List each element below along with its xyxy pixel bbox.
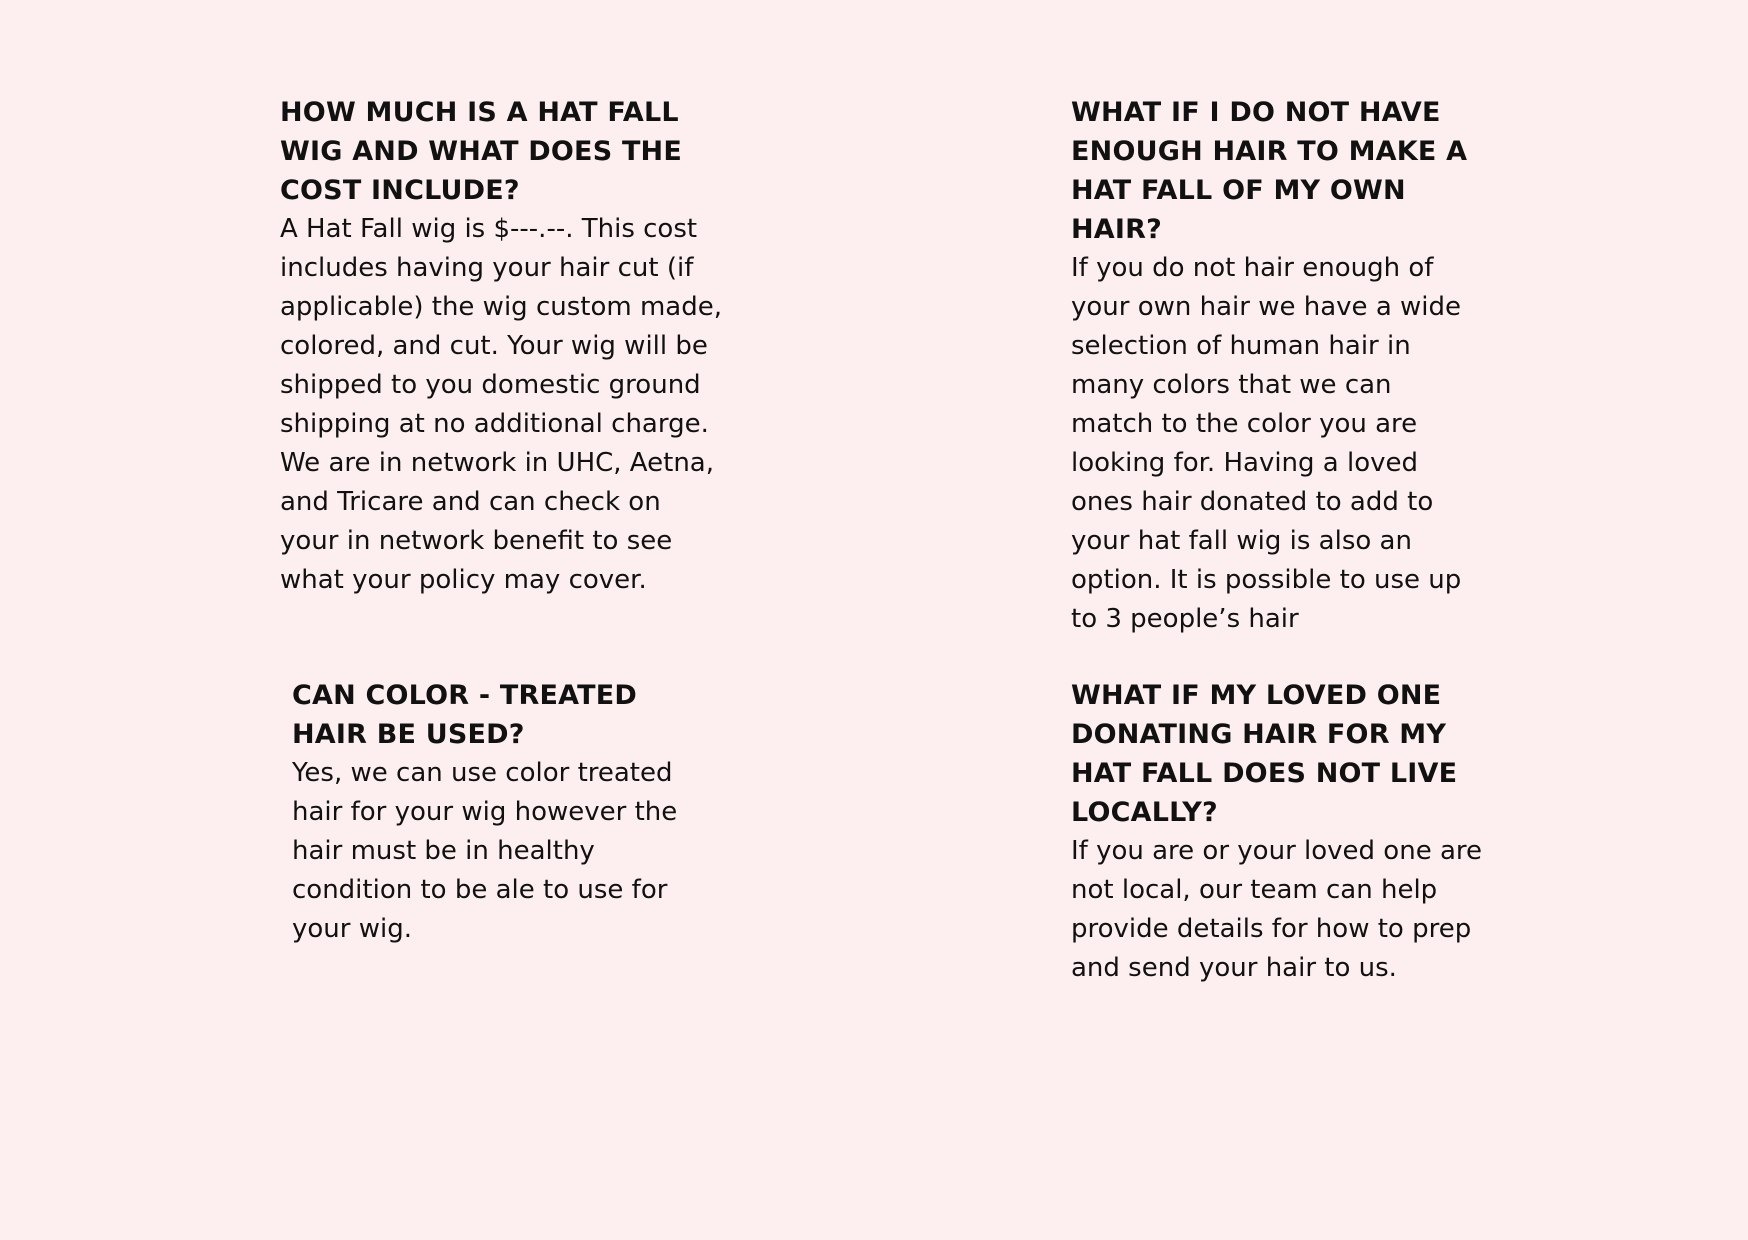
faq-answer: Yes, we can use color treated hair for your wig however the hair must be in healthy condition to be ale to use for your wig. — [292, 758, 678, 944]
faq-section-not-local — [1071, 676, 1541, 988]
faq-question: WHAT IF MY LOVED ONE DONATING HAIR FOR MY HAT FALL DOES NOT LIVE LOCALLY? — [1071, 680, 1458, 828]
faq-answer: If you are or your loved one are not local, our team can help provide details for how to prep and send your hair to us. — [1071, 836, 1482, 983]
faq-section-not-enough-hair — [1071, 93, 1541, 639]
faq-question: WHAT IF I DO NOT HAVE ENOUGH HAIR TO MAKE A HAT FALL OF MY OWN HAIR? — [1071, 97, 1468, 245]
faq-section-color-treated — [292, 676, 762, 949]
faq-question: CAN COLOR - TREATED HAIR BE USED? — [292, 680, 637, 750]
faq-question: HOW MUCH IS A HAT FALL WIG AND WHAT DOES THE COST INCLUDE? — [280, 97, 683, 206]
faq-answer: A Hat Fall wig is $---.--. This cost includes having your hair cut (if applicable) the wig custom made, colored, and cut. Your wig will be shipped to you domestic ground shipping at no additional charge. We are in network in UHC, Aetna, and Tricare and can check on your in network benefit to see what your policy may cover. — [280, 214, 722, 595]
faq-section-cost — [280, 93, 750, 600]
faq-answer: If you do not hair enough of your own hair we have a wide selection of human hair in many colors that we can match to the color you are looking for. Having a loved ones hair donated to add to your hat fall wig is also an option. It is possible to use up to 3 people’s hair — [1071, 253, 1462, 634]
